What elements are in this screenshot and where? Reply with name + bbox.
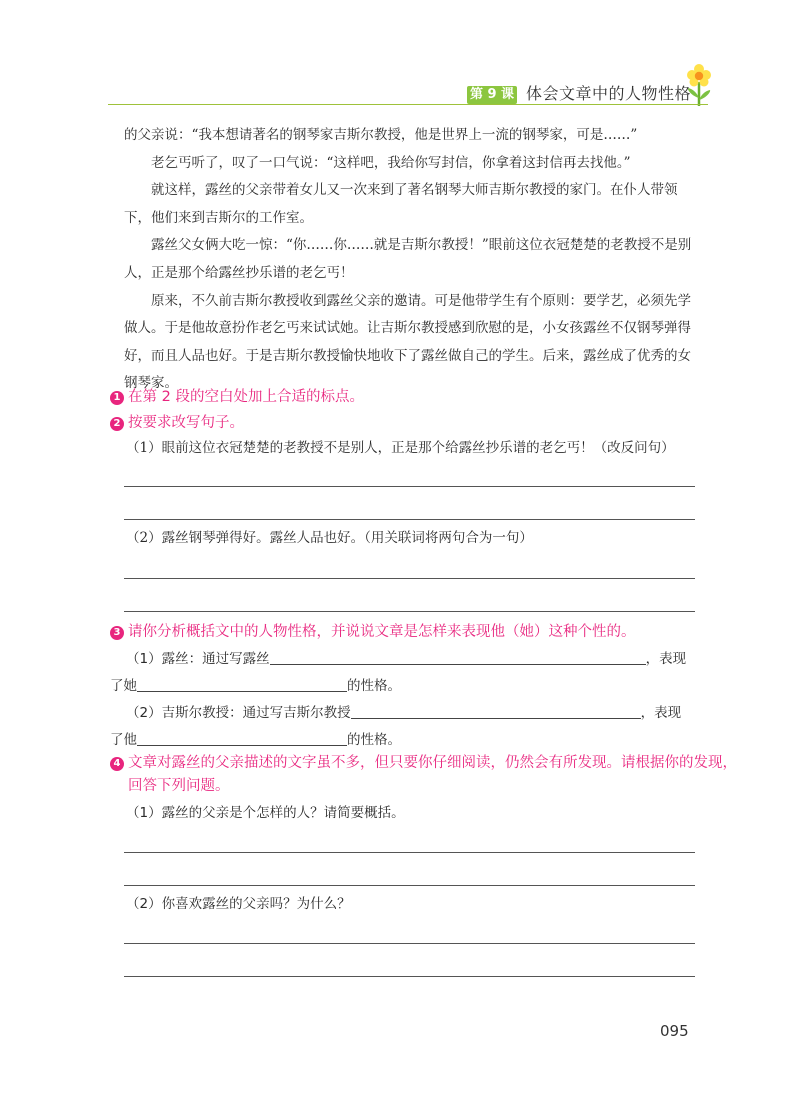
question-3	[110, 621, 636, 643]
fill-prefix: （1）露丝：通过写露丝	[126, 651, 270, 667]
answer-line[interactable]	[124, 578, 695, 579]
answer-line[interactable]	[124, 486, 695, 487]
fill-suffix: 的性格。	[347, 732, 401, 748]
passage-paragraph: 原来，不久前吉斯尔教授收到露丝父亲的邀请。可是他带学生有个原则：要学艺，必须先学做人。于是他故意扮作老乞丐来试试她。让吉斯尔教授感到欣慰的是，小女孩露丝不仅钢琴弹得好，而且人品也好。于是吉斯尔教授愉快地收下了露丝做自己的学生。后来，露丝成了优秀的女钢琴家。	[124, 292, 691, 392]
question-2-sub-1	[126, 437, 675, 459]
fill-prefix: （2）吉斯尔教授：通过写吉斯尔教授	[126, 705, 351, 721]
answer-line[interactable]	[124, 519, 695, 520]
fill-prefix: 了他	[110, 732, 137, 748]
fill-suffix: 的性格。	[347, 678, 401, 694]
question-4-sub-2: （2）你喜欢露丝的父亲吗？为什么？	[126, 896, 351, 912]
answer-line[interactable]	[124, 852, 695, 853]
reading-passage	[124, 122, 700, 398]
question-text: 请你分析概括文中的人物性格，并说说文章是怎样来表现他（她）这种个性的。	[128, 624, 636, 640]
question-4-sub-1: （1）露丝的父亲是个怎样的人？请简要概括。	[126, 805, 405, 821]
fill-blank[interactable]	[351, 705, 641, 720]
header-divider	[108, 104, 708, 105]
question-text: 在第 2 段的空白处加上合适的标点。	[128, 389, 364, 405]
question-text: 按要求改写句子。	[128, 415, 244, 431]
question-4	[110, 752, 737, 774]
question-3-sub-1-line-2	[110, 675, 401, 697]
page-number: 095	[660, 1022, 689, 1040]
question-number-badge: 4	[110, 757, 124, 771]
fill-prefix: 了她	[110, 678, 137, 694]
question-4-continued	[128, 775, 230, 797]
question-2-sub-2	[126, 527, 533, 549]
passage-paragraph: 就这样，露丝的父亲带着女儿又一次来到了著名钢琴大师吉斯尔教授的家门。在仆人带领下，他们来到吉斯尔的工作室。	[124, 182, 678, 226]
fill-blank[interactable]	[270, 651, 646, 666]
sub-question-sentence: （1）眼前这位衣冠楚楚的老教授不是别人，正是那个给露丝抄乐谱的老乞丐！	[126, 440, 594, 456]
fill-middle: ，表现	[640, 705, 682, 721]
question-2	[110, 412, 244, 434]
passage-paragraph: 的父亲说：“我本想请著名的钢琴家吉斯尔教授，他是世界上一流的钢琴家，可是……”	[124, 127, 638, 143]
question-3-sub-2-line-2	[110, 729, 401, 751]
lesson-number-badge: 第 9 课	[467, 86, 517, 104]
answer-line[interactable]	[124, 976, 695, 977]
sub-question-sentence: （2）露丝钢琴弹得好。露丝人品也好。	[126, 530, 365, 546]
question-3-sub-2-line-1	[126, 702, 681, 724]
fill-blank[interactable]	[137, 678, 347, 693]
lesson-title: 体会文章中的人物性格	[526, 84, 692, 103]
question-number-badge: 3	[110, 626, 124, 640]
passage-paragraph: 老乞丐听了，叹了一口气说：“这样吧，我给你写封信，你拿着这封信再去找他。”	[151, 154, 631, 171]
question-number-badge: 2	[110, 417, 124, 431]
fill-middle: ，表现	[645, 651, 687, 667]
answer-line[interactable]	[124, 943, 695, 944]
answer-line[interactable]	[124, 885, 695, 886]
sub-question-instruction: （用关联词将两句合为一句）	[364, 530, 533, 546]
question-number-badge: 1	[110, 391, 124, 405]
question-3-sub-1-line-1	[126, 648, 686, 670]
question-1	[110, 386, 364, 408]
passage-paragraph: 露丝父女俩大吃一惊：“你……你……就是吉斯尔教授！”眼前这位衣冠楚楚的老教授不是别人，正是那个给露丝抄乐谱的老乞丐！	[124, 237, 692, 281]
question-text-line-1: 文章对露丝的父亲描述的文字虽不多，但只要你仔细阅读，仍然会有所发现。请根据你的发现，	[128, 755, 737, 771]
answer-line[interactable]	[124, 611, 695, 612]
fill-blank[interactable]	[137, 732, 347, 747]
sub-question-instruction: （改反问句）	[593, 440, 675, 456]
question-text-line-2: 回答下列问题。	[128, 778, 230, 794]
